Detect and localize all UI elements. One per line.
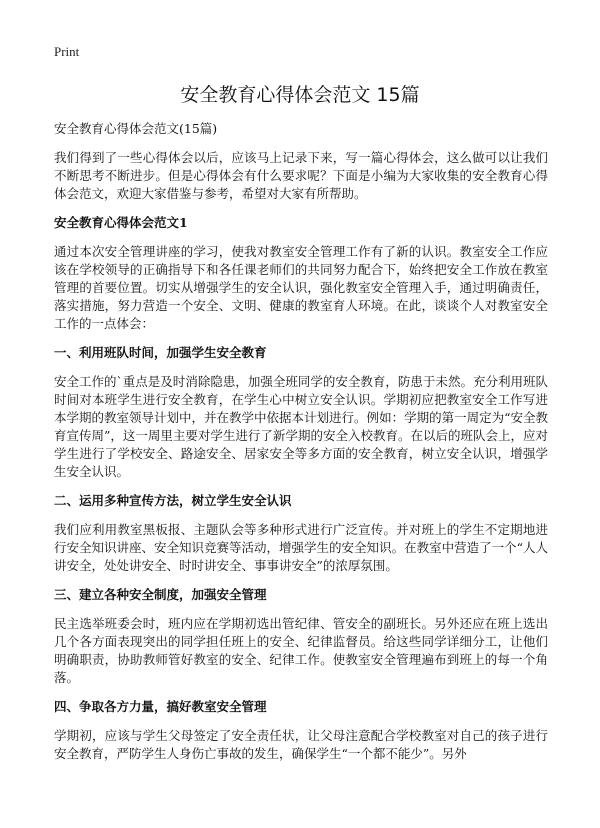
section-heading-1: 一、利用班队时间，加强学生安全教育 — [54, 345, 267, 360]
section-body-3: 民主选举班委会时，班内应在学期初选出管纪律、管安全的副班长。另外还应在班上选出几个各方面表现突出的同学担任班上的安全、纪律监督员。给这些同学详细分工，让他们明确职责，协助教师管好教室的安全、纪律工作。使教室安全管理遍布到班上的每一个角落。 — [54, 616, 548, 685]
section-body-4: 学期初，应该与学生父母签定了安全责任状，让父母注意配合学校教室对自己的孩子进行安全教育，严防学生人身伤亡事故的发生，确保学生“一个都不能少”。另外 — [54, 728, 548, 761]
intro-paragraph: 我们得到了一些心得体会以后，应该马上记录下来，写一篇心得体会，这么做可以让我们不断思考不断进步。但是心得体会有什么要求呢？下面是小编为大家收集的安全教育心得体会范文，欢迎大家借鉴与参考，希望对大家有所帮助。 — [54, 150, 548, 201]
document-content — [54, 120, 548, 774]
essay-intro-paragraph: 通过本次安全管理讲座的学习，使我对教室安全管理工作有了新的认识。教室安全工作应该在学校领导的正确指导下和各任课老师们的共同努力配合下，始终把安全工作放在教室管理的首要位置。切实从增强学生的安全认识，强化教室安全管理入手，通过明确责任，落实措施，努力营造一个安全、文明、健康的教室育人环境。在此，谈谈个人对教室安全工作的一点体会： — [54, 244, 548, 331]
print-link[interactable]: Print — [54, 44, 80, 59]
essay-heading: 安全教育心得体会范文1 — [54, 215, 188, 230]
section-heading-3: 三、建立各种安全制度，加强安全管理 — [54, 587, 267, 602]
section-body-1: 安全工作的`重点是及时消除隐患，加强全班同学的安全教育，防患于未然。充分利用班队时间对本班学生进行安全教育，在学生心中树立安全认识。学期初应把教室安全工作写进本学期的教室领导计划中，并在教学中依据本计划进行。例如：学期的第一周定为“安全教育宣传周”，这一周里主要对学生进行了新学期的安全入校教育。在以后的班队会上，应对学生进行了学校安全、路途安全、居家安全等多方面的安全教育，树立安全认识，增强学生安全认识。 — [54, 374, 548, 479]
section-body-2: 我们应利用教室黑板报、主题队会等多种形式进行广泛宣传。并对班上的学生不定期地进行安全知识讲座、安全知识竞赛等活动，增强学生的安全知识。在教室中营造了一个“人人讲安全，处处讲安全、时时讲安全、事事讲安全”的浓厚氛围。 — [54, 522, 548, 573]
section-heading-2: 二、运用多种宣传方法，树立学生安全认识 — [54, 493, 292, 508]
document-subtitle: 安全教育心得体会范文(15篇) — [54, 121, 218, 136]
section-heading-4: 四、争取各方力量，搞好教室安全管理 — [54, 699, 267, 714]
document-title: 安全教育心得体会范文 15篇 — [180, 84, 420, 106]
